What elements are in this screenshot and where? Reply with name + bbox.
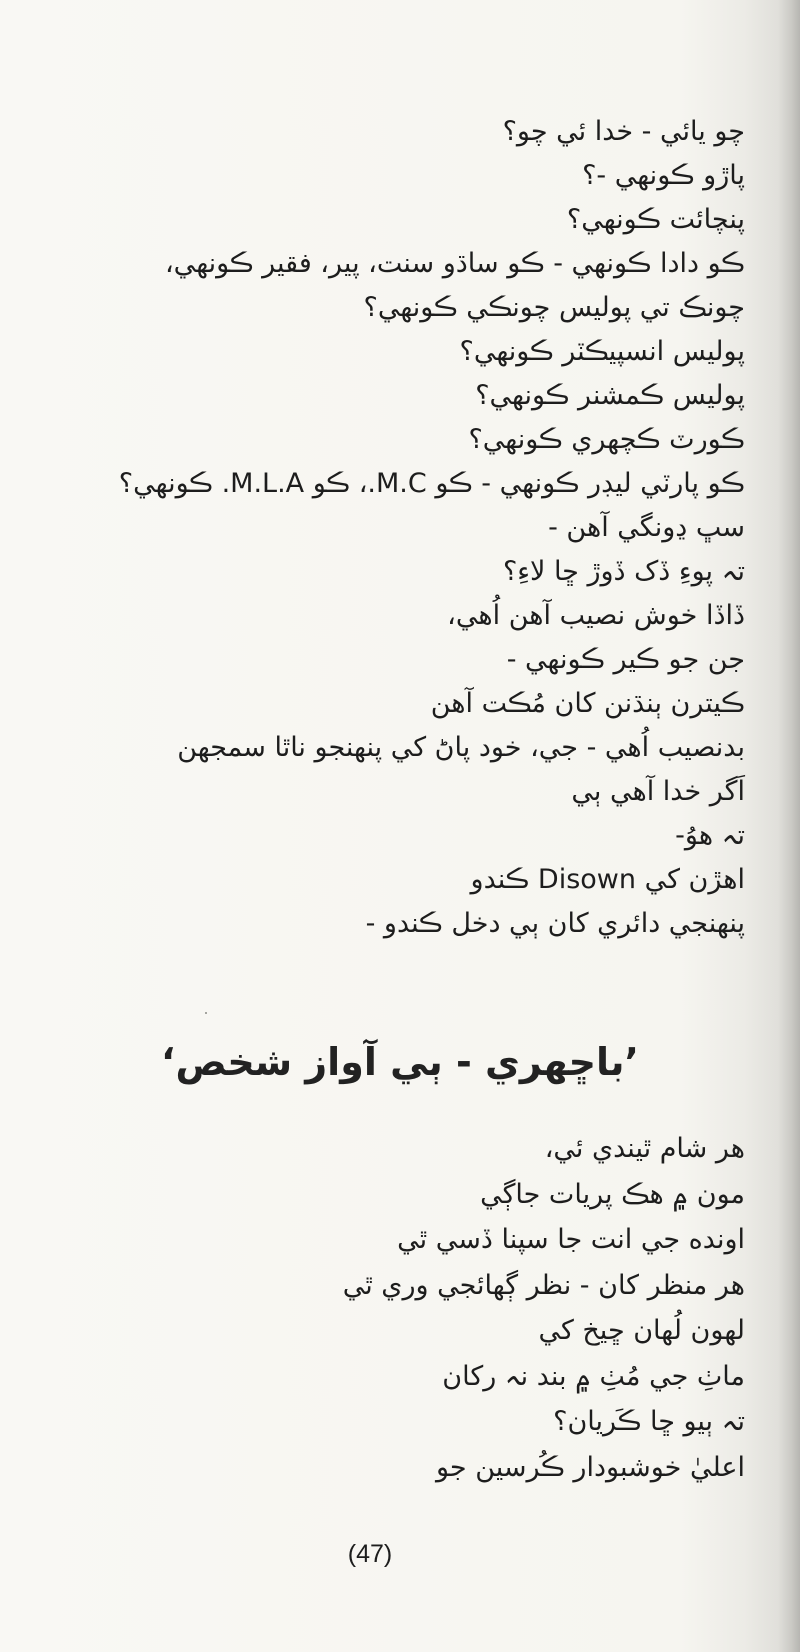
poem-two (25, 1126, 745, 1490)
poem-line: تہ ٻيو ڇا ڪَريان؟ (553, 1406, 745, 1437)
poem-line: ڏاڏا خوش نصيب آهن اُهي، (447, 600, 745, 631)
poem-line: مون ۾ هڪ پريات جاڳي (480, 1178, 745, 1210)
paper-speck (205, 1012, 207, 1014)
poem-line: جن جو ڪير ڪونهي - (506, 644, 745, 675)
poem-line: پنچائت ڪونهي؟ (566, 204, 745, 235)
poem-line: اعليٰ خوشبودار ڪُرسين جو (435, 1451, 745, 1483)
poem-one (25, 110, 745, 946)
poem-title: ’باڇهري - ٻي آواز شخص‘ (161, 1040, 639, 1084)
poem-line: لهون لُهان ڇيخ کي (538, 1315, 745, 1346)
page-edge-shadow (778, 0, 800, 1652)
poem-line: سڀ ڍونگي آهن - (548, 512, 745, 543)
poem-line: اهڙن کي Disown ڪندو (470, 864, 745, 895)
poem-line: چونڪ تي پوليس چونڪي ڪونهي؟ (363, 292, 745, 323)
poem-line: تہ هوُ- (675, 820, 745, 851)
poem-line: هر شام ٿيندي ئي، (544, 1133, 745, 1164)
poem-line: اَگر خدا آهي ٻي (571, 776, 745, 807)
page-number: (47) (347, 1540, 393, 1568)
poem-line: ڪورٽ ڪچهري ڪونهي؟ (468, 424, 745, 455)
poem-line: ماٺِ جي مُٺِ ۾ بند نہ رکان (442, 1360, 745, 1392)
poem-line: پنهنجي دائري کان ٻي دخل ڪندو - (365, 908, 745, 939)
poem-line: اونده جي انت جا سپنا ڏسي ٿي (397, 1224, 745, 1255)
poem-line: بدنصيب اُهي - جي، خود پاڻ کي پنهنجو ناٿا سمجهن (177, 732, 745, 763)
poem-line: هر منظر کان - نظر ڳهائجي وري ٿي (342, 1269, 745, 1301)
poem-line: ڪو دادا ڪونهي - ڪو ساڌو سنت، پير، فقير ڪونهي، (164, 248, 745, 279)
poem-line: پوليس ڪمشنر ڪونهي؟ (475, 380, 745, 411)
poem-line: ڪو پارٽي ليڊر ڪونهي - ڪو M.C.، ڪو M.L.A. ڪونهي؟ (118, 468, 745, 499)
poem-line: چو يائي - خدا ئي چو؟ (502, 116, 745, 147)
poem-line: پاڙو ڪونهي -؟ (582, 160, 745, 191)
poem-line: پوليس انسپيڪٽر ڪونهي؟ (459, 336, 745, 367)
poem-line: تہ پوءِ ڏک ڏوڙ ڇا لاءِ؟ (502, 556, 745, 587)
poem-line: ڪيترن ٻنڌنن کان مُڪت آهن (430, 688, 745, 719)
